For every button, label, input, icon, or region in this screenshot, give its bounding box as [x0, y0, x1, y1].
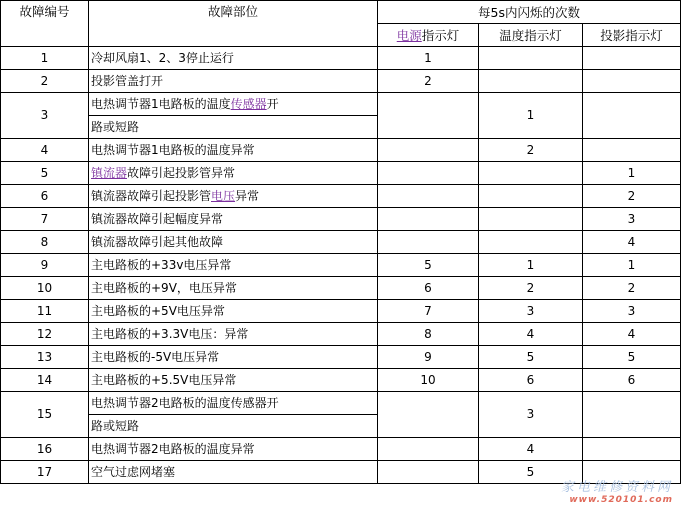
fault-part-cell: 空气过虑网堵塞 [89, 461, 378, 484]
fault-no-cell: 11 [1, 300, 89, 323]
power-count-cell [378, 93, 479, 139]
fault-part-cell: 电热调节器2电路板的温度传感器开 [89, 392, 378, 415]
sensor-link[interactable]: 传感器 [230, 96, 267, 111]
temp-count-cell: 2 [479, 139, 583, 162]
fault-part-cell [89, 185, 378, 208]
header-temp-indicator: 温度指示灯 [479, 24, 583, 47]
proj-count-cell [583, 47, 681, 70]
table-row [1, 47, 681, 70]
proj-count-cell [583, 438, 681, 461]
fault-no-cell: 2 [1, 70, 89, 93]
proj-count-cell: 2 [583, 277, 681, 300]
header-row-1 [1, 1, 681, 24]
proj-count-cell: 1 [583, 162, 681, 185]
temp-count-cell: 1 [479, 93, 583, 139]
proj-count-cell: 5 [583, 346, 681, 369]
table-row [1, 277, 681, 300]
fault-no-cell: 17 [1, 461, 89, 484]
fault-no-cell: 15 [1, 392, 89, 438]
fault-no-cell: 14 [1, 369, 89, 392]
power-count-cell [378, 185, 479, 208]
fault-part-text: 镇流器故障引起投影管 [91, 188, 212, 203]
fault-no-cell: 6 [1, 185, 89, 208]
temp-count-cell: 5 [479, 461, 583, 484]
proj-count-cell: 4 [583, 231, 681, 254]
temp-count-cell [479, 185, 583, 208]
fault-part-cell: 投影管盖打开 [89, 70, 378, 93]
proj-count-cell: 2 [583, 185, 681, 208]
fault-part-cell: 主电路板的+33v电压异常 [89, 254, 378, 277]
power-link[interactable]: 电源 [396, 27, 422, 43]
temp-count-cell [479, 162, 583, 185]
fault-part-cell: 主电路板的+5V电压异常 [89, 300, 378, 323]
ballast-link[interactable]: 镇流器 [91, 165, 128, 180]
fault-no-cell: 10 [1, 277, 89, 300]
power-indicator-suffix: 指示灯 [421, 27, 460, 43]
power-count-cell [378, 392, 479, 438]
fault-no-cell: 9 [1, 254, 89, 277]
table-row [1, 93, 681, 116]
power-count-cell: 1 [378, 47, 479, 70]
voltage-link[interactable]: 电压 [211, 188, 236, 203]
proj-count-cell: 3 [583, 208, 681, 231]
fault-part-cell: 镇流器故障引起其他故障 [89, 231, 378, 254]
fault-no-cell: 5 [1, 162, 89, 185]
fault-no-cell: 3 [1, 93, 89, 139]
temp-count-cell: 3 [479, 392, 583, 438]
fault-part-text: 异常 [235, 188, 260, 203]
temp-count-cell [479, 70, 583, 93]
power-count-cell [378, 438, 479, 461]
header-blink-count: 每5s内闪烁的次数 [378, 1, 681, 24]
table-row [1, 208, 681, 231]
power-count-cell: 8 [378, 323, 479, 346]
table-row [1, 139, 681, 162]
fault-part-cell [89, 93, 378, 116]
table-row [1, 438, 681, 461]
power-count-cell: 9 [378, 346, 479, 369]
fault-part-cell: 冷却风扇1、2、3停止运行 [89, 47, 378, 70]
fault-part-cell: 主电路板的+9V，电压异常 [89, 277, 378, 300]
watermark-site-url: www.520101.com [569, 495, 673, 505]
temp-count-cell: 2 [479, 277, 583, 300]
proj-count-cell: 1 [583, 254, 681, 277]
power-count-cell: 5 [378, 254, 479, 277]
fault-no-cell: 4 [1, 139, 89, 162]
table-row [1, 346, 681, 369]
fault-part-cell: 电热调节器2电路板的温度异常 [89, 438, 378, 461]
proj-count-cell [583, 461, 681, 484]
fault-part-text: 电热调节器1电路板的温度 [91, 96, 231, 111]
fault-no-cell: 12 [1, 323, 89, 346]
proj-count-cell [583, 392, 681, 438]
fault-part-cell: 主电路板的+5.5V电压异常 [89, 369, 378, 392]
temp-count-cell: 1 [479, 254, 583, 277]
fault-no-cell: 7 [1, 208, 89, 231]
table-row [1, 70, 681, 93]
fault-no-cell: 1 [1, 47, 89, 70]
header-power-indicator [378, 24, 479, 47]
fault-part-cell: 镇流器故障引起幅度异常 [89, 208, 378, 231]
header-proj-indicator: 投影指示灯 [583, 24, 681, 47]
proj-count-cell [583, 70, 681, 93]
temp-count-cell [479, 208, 583, 231]
power-count-cell: 2 [378, 70, 479, 93]
temp-count-cell: 6 [479, 369, 583, 392]
fault-no-cell: 13 [1, 346, 89, 369]
power-count-cell [378, 461, 479, 484]
fault-part-cell: 路或短路 [89, 415, 378, 438]
header-fault-no: 故障编号 [1, 1, 89, 47]
fault-part-cell: 主电路板的+3.3V电压：异常 [89, 323, 378, 346]
temp-count-cell [479, 231, 583, 254]
power-count-cell: 10 [378, 369, 479, 392]
proj-count-cell [583, 93, 681, 139]
fault-no-cell: 16 [1, 438, 89, 461]
fault-part-cell: 路或短路 [89, 116, 378, 139]
table-row [1, 254, 681, 277]
power-count-cell: 6 [378, 277, 479, 300]
fault-part-cell: 电热调节器1电路板的温度异常 [89, 139, 378, 162]
fault-part-cell [89, 162, 378, 185]
table-row [1, 162, 681, 185]
power-count-cell [378, 162, 479, 185]
header-fault-part: 故障部位 [89, 1, 378, 47]
table-row [1, 300, 681, 323]
fault-part-cell: 主电路板的-5V电压异常 [89, 346, 378, 369]
proj-count-cell: 3 [583, 300, 681, 323]
table-row [1, 323, 681, 346]
table-row [1, 392, 681, 415]
table-row [1, 185, 681, 208]
power-count-cell [378, 231, 479, 254]
temp-count-cell [479, 47, 583, 70]
fault-part-text: 开 [266, 96, 279, 111]
power-count-cell [378, 139, 479, 162]
power-count-cell: 7 [378, 300, 479, 323]
power-count-cell [378, 208, 479, 231]
proj-count-cell: 6 [583, 369, 681, 392]
fault-no-cell: 8 [1, 231, 89, 254]
watermark-site-name: 家电维修资料网 [560, 480, 673, 495]
fault-part-text: 故障引起投影管异常 [127, 165, 236, 180]
temp-count-cell: 4 [479, 323, 583, 346]
table-row [1, 369, 681, 392]
proj-count-cell [583, 139, 681, 162]
table-row [1, 231, 681, 254]
table-row [1, 461, 681, 484]
proj-count-cell: 4 [583, 323, 681, 346]
temp-count-cell: 5 [479, 346, 583, 369]
temp-count-cell: 3 [479, 300, 583, 323]
temp-count-cell: 4 [479, 438, 583, 461]
